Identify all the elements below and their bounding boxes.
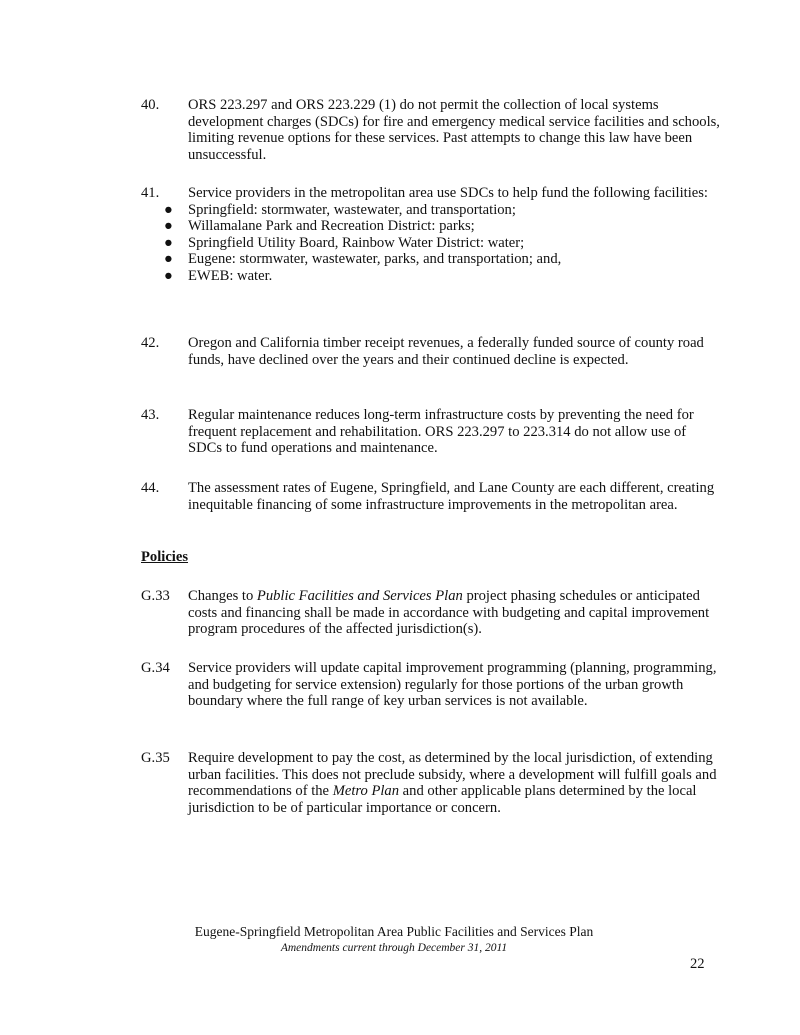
bullet-icon: ● <box>164 234 173 251</box>
policy-number: G.34 <box>141 660 170 676</box>
policy-number: G.33 <box>141 588 170 604</box>
plan-title: Public Facilities and Services Plan <box>256 588 463 604</box>
list-item: ● EWEB: water. <box>164 267 273 284</box>
list-item: ● Eugene: stormwater, wastewater, parks, and transportation; and, <box>164 251 562 268</box>
policy-g33 <box>141 588 721 638</box>
footer-subtitle: Amendments current through December 31, 2011 <box>280 942 508 954</box>
list-item: ● Springfield: stormwater, wastewater, and transportation; <box>164 201 516 218</box>
finding-42 <box>141 335 721 368</box>
policy-g34 <box>141 660 721 710</box>
policies-heading: Policies <box>141 549 189 565</box>
policy-text: Changes to Public Facilities and Services Plan project phasing schedules or anticipated costs and financing shall be made in accordance with budgeting and capital improvement program procedures of the affected jurisdiction(s). <box>188 588 710 638</box>
finding-text: Oregon and California timber receipt revenues, a federally funded source of county road funds, have declined over the years and their continued decline is expected. <box>188 335 704 368</box>
finding-text: Service providers in the metropolitan area use SDCs to help fund the following facilities: <box>188 185 708 201</box>
finding-43 <box>141 407 721 457</box>
finding-number: 42. <box>141 335 160 351</box>
bullet-icon: ● <box>164 218 173 235</box>
list-item: ● Willamalane Park and Recreation District: parks; <box>164 218 475 235</box>
finding-40 <box>141 97 721 163</box>
page-number: 22 <box>690 956 705 972</box>
finding-number: 44. <box>141 480 160 496</box>
finding-text: Regular maintenance reduces long-term infrastructure costs by preventing the need for frequent replacement and rehabilitation. ORS 223.297 to 223.314 do not allow use of SDCs to fund operations and maintenance. <box>188 407 694 457</box>
finding-44 <box>141 480 721 513</box>
finding-number: 40. <box>141 97 160 113</box>
policy-g35 <box>141 750 721 816</box>
list-item: ● Springfield Utility Board, Rainbow Water District: water; <box>164 234 525 251</box>
finding-text: The assessment rates of Eugene, Springfield, and Lane County are each different, creating inequitable financing of some infrastructure improvements in the metropolitan area. <box>188 480 715 513</box>
finding-text: ORS 223.297 and ORS 223.229 (1) do not permit the collection of local systems development charges (SDCs) for fire and emergency medical service facilities and schools, limiting revenue options for these services. Past attempts to change this law have been unsuccessful. <box>188 97 720 163</box>
plan-title: Metro Plan <box>332 783 400 800</box>
finding-41 <box>141 185 721 285</box>
bullet-icon: ● <box>164 267 173 284</box>
policy-text: Require development to pay the cost, as determined by the local jurisdiction, of extending urban facilities. This does not preclude subsidy, where a development will fulfill goals and recommendations of the Metro Plan and other applicable plans determined by the local jurisdiction to be of particular importance or concern. <box>188 750 717 816</box>
finding-number: 43. <box>141 407 160 423</box>
policy-number: G.35 <box>141 750 170 766</box>
bullet-list <box>141 202 721 285</box>
bullet-icon: ● <box>164 201 173 218</box>
policy-text: Service providers will update capital improvement programming (planning, programming, and budgeting for service extension) regularly for those portions of the urban growth boundary where the full range of key urban services is not available. <box>188 660 717 710</box>
finding-number: 41. <box>141 185 160 201</box>
bullet-icon: ● <box>164 251 173 268</box>
footer-title: Eugene-Springfield Metropolitan Area Public Facilities and Services Plan <box>194 924 594 939</box>
